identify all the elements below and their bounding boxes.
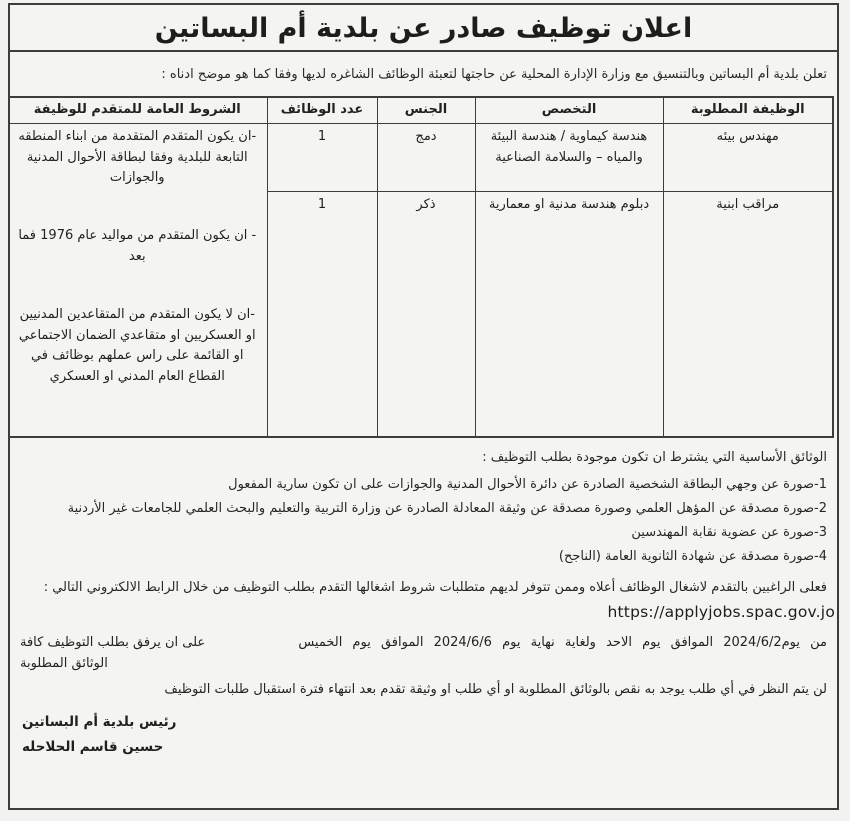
job-position-cell: مراقب ابنية xyxy=(663,191,833,437)
condition-item: - ان يكون المتقدم من مواليد عام 1976 فما بعد xyxy=(18,228,257,264)
application-url-link[interactable]: https://applyjobs.spac.gov.jo xyxy=(607,602,835,621)
advertisement-frame xyxy=(8,3,839,810)
jobs-table xyxy=(8,96,834,438)
signature-title: رئيس بلدية أم البساتين xyxy=(22,713,177,730)
document-item: 4-صورة مصدقة عن شهادة الثانوية العامة (الناجح) xyxy=(558,549,827,565)
job-position-cell: مهندس بيئه xyxy=(663,123,833,191)
document-item: 1-صورة عن وجهي البطاقة الشخصية الصادرة عن دائرة الأحوال المدنية والجوازات على ان تكون سارية المفعول xyxy=(228,477,827,493)
table-header-row xyxy=(8,97,833,123)
job-specialization-cell: دبلوم هندسة مدنية او معمارية xyxy=(475,191,663,437)
application-url-line xyxy=(12,602,835,621)
job-specialization-cell: هندسة كيماوية / هندسة البيئة والمياه – والسلامة الصناعية xyxy=(475,123,663,191)
documents-section xyxy=(20,447,827,567)
job-count-cell: 1 xyxy=(267,123,377,191)
attach-note-text: على ان يرفق بطلب التوظيف كافة xyxy=(20,634,206,650)
document-item: 3-صورة عن عضوية نقابة المهندسين xyxy=(631,525,827,541)
ad-title: اعلان توظيف صادر عن بلدية أم البساتين xyxy=(10,5,837,52)
application-paragraph: فعلى الراغبين بالتقدم لاشغال الوظائف أعلاه وممن تتوفر لديهم متطلبات شروط اشغالها التقدم بطلب التوظيف من خلال الرابط الالكتروني التالي : xyxy=(43,579,827,595)
signature-block xyxy=(22,710,825,760)
disclaimer-text: لن يتم النظر في أي طلب يوجد به نقص بالوثائق المطلوبة او أي طلب او وثيقة تقدم بعد انتهاء فترة استقبال طلبات التوظيف xyxy=(164,682,827,698)
col-header-conditions: الشروط العامة للمتقدم للوظيفة xyxy=(8,97,267,123)
period-dates-text: من يوم2024/6/2 الموافق يوم الاحد ولغاية نهاية يوم 2024/6/6 الموافق يوم الخميس xyxy=(298,634,827,650)
col-header-position: الوظيفة المطلوبة xyxy=(663,97,833,123)
job-gender-cell: ذكر xyxy=(377,191,475,437)
job-count-cell: 1 xyxy=(267,191,377,437)
table-row xyxy=(8,123,833,191)
col-header-specialization: التخصص xyxy=(475,97,663,123)
job-gender-cell: دمج xyxy=(377,123,475,191)
col-header-gender: الجنس xyxy=(377,97,475,123)
conditions-cell xyxy=(8,123,267,437)
condition-item: -ان يكون المتقدم المتقدمة من ابناء المنطقه التابعة للبلدية وفقا لبطاقة الأحوال المدنية والجوازات xyxy=(18,128,257,186)
document-item: 2-صورة مصدقة عن المؤهل العلمي وصورة مصدقة عن وثيقة المعادلة الصادرة عن وزارة التربية والتعليم والبحث العلمي للجامعات غير الأردنية xyxy=(67,501,827,517)
col-header-count: عدد الوظائف xyxy=(267,97,377,123)
attach-note-continuation: الوثائق المطلوبة xyxy=(20,656,108,672)
application-period-line xyxy=(20,633,827,654)
intro-text: تعلن بلدية أم البساتين وبالتنسيق مع وزارة الإدارة المحلية عن حاجتها لتعبئة الوظائف الشاغره لديها وفقا كما هو موضح ادناه : xyxy=(161,67,827,82)
condition-item: -ان لا يكون المتقدم من المتقاعدين المدنيين او العسكريين او متقاعدي الضمان الاجتماعي او القائمة على راس عملهم بوظائف في القطاع العام المدني او العسكري xyxy=(18,306,256,385)
documents-heading: الوثائق الأساسية التي يشترط ان تكون موجودة بطلب التوظيف : xyxy=(482,450,827,466)
signature-name: حسين قاسم الحلاحله xyxy=(22,738,164,755)
